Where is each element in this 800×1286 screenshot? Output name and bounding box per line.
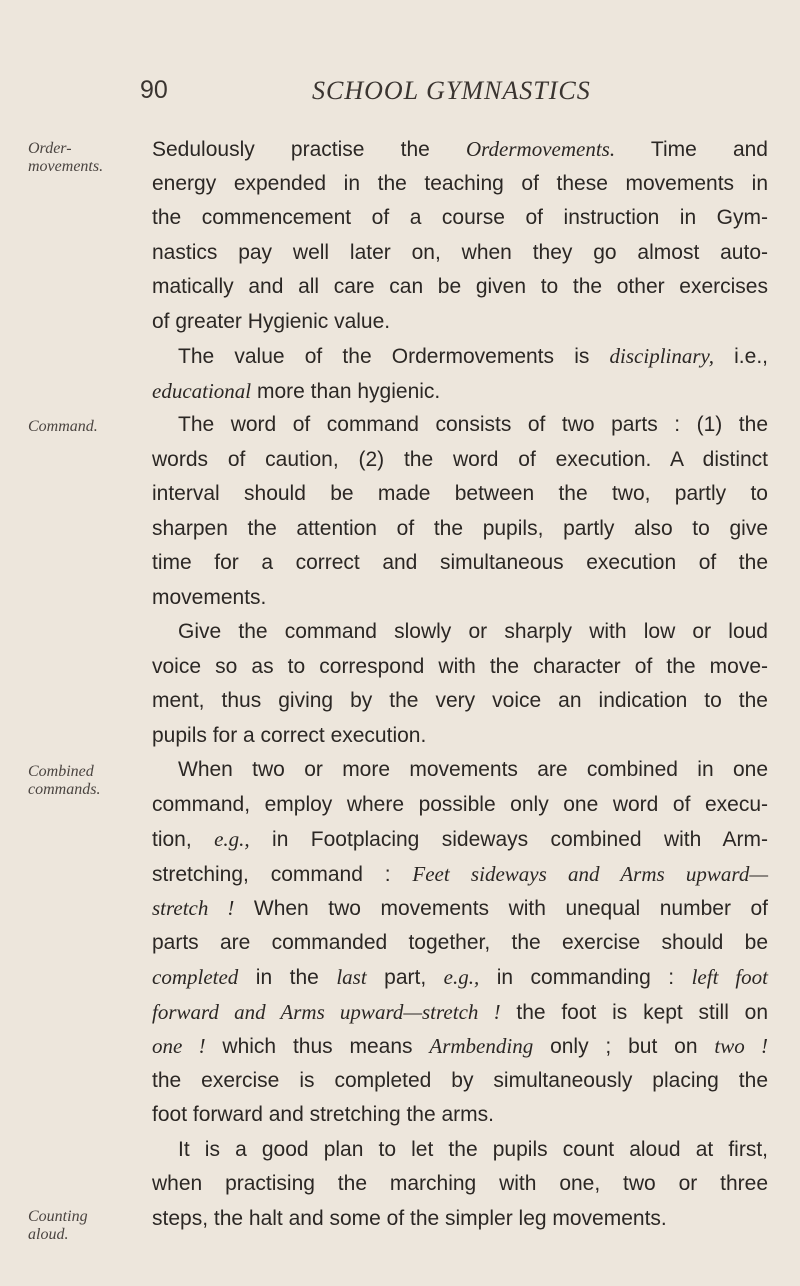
text-line: energy expended in the teaching of these movements in: [152, 171, 768, 195]
text-line: one ! which thus means Armbending only ; but on two !: [152, 1034, 768, 1058]
text-line: voice so as to correspond with the character of the move-: [152, 654, 768, 678]
text-line: the exercise is completed by simultaneously placing the: [152, 1068, 768, 1092]
text-line: Give the command slowly or sharply with low or loud: [178, 620, 768, 643]
text-line: interval should be made between the two, partly to: [152, 482, 768, 505]
text-line: forward and Arms upward—stretch ! the foot is kept still on: [152, 999, 768, 1024]
text-line: command, employ where possible only one word of execu-: [152, 792, 768, 816]
text-line: when practising the marching with one, two or three: [152, 1172, 768, 1195]
text-line: stretch ! When two movements with unequal number of: [152, 896, 768, 920]
running-title: SCHOOL GYMNASTICS: [312, 76, 591, 105]
text-line: It is a good plan to let the pupils count aloud at first,: [178, 1137, 768, 1161]
text-line: parts are commanded together, the exercise should be: [152, 930, 768, 954]
margin-note-order-movements: Order- movements.: [28, 140, 104, 175]
text-line: nastics pay well later on, when they go almost auto-: [152, 240, 768, 264]
margin-note-command: Command.: [28, 418, 98, 435]
text-line: matically and all care can be given to the other exercises: [152, 275, 768, 298]
page-number: 90: [140, 76, 168, 104]
text-line: tion, e.g., in Footplacing sideways combined with Arm-: [152, 827, 769, 851]
text-line: steps, the halt and some of the simpler leg movements.: [152, 1206, 667, 1230]
text-line: the commencement of a course of instruction in Gym-: [152, 206, 768, 229]
margin-note-counting-aloud: Counting aloud.: [28, 1208, 88, 1243]
text-line: The word of command consists of two parts : (1) the: [178, 413, 768, 436]
text-line: foot forward and stretching the arms.: [152, 1103, 494, 1126]
text-line: movements.: [152, 585, 267, 609]
text-line: words of caution, (2) the word of execution. A distinct: [152, 447, 768, 471]
text-line: When two or more movements are combined in one: [178, 758, 768, 781]
text-line: time for a correct and simultaneous execution of the: [152, 551, 768, 574]
text-line: pupils for a correct execution.: [152, 723, 427, 747]
text-line: completed in the last part, e.g., in commanding : left foot: [152, 965, 768, 989]
text-line: educational more than hygienic.: [152, 378, 441, 403]
text-line: ment, thus giving by the very voice an indication to the: [152, 689, 768, 712]
text-line: The value of the Ordermovements is disciplinary, i.e.,: [178, 344, 768, 368]
text-line: of greater Hygienic value.: [152, 309, 391, 333]
margin-note-combined-commands: Combined commands.: [28, 763, 101, 798]
page-header: [140, 76, 660, 116]
text-line: stretching, command : Feet sideways and Arms upward—: [152, 861, 768, 886]
body-text: [152, 132, 768, 1236]
text-line: sharpen the attention of the pupils, partly also to give: [152, 516, 768, 540]
text-line: Sedulously practise the Ordermovements. Time and: [152, 137, 768, 161]
